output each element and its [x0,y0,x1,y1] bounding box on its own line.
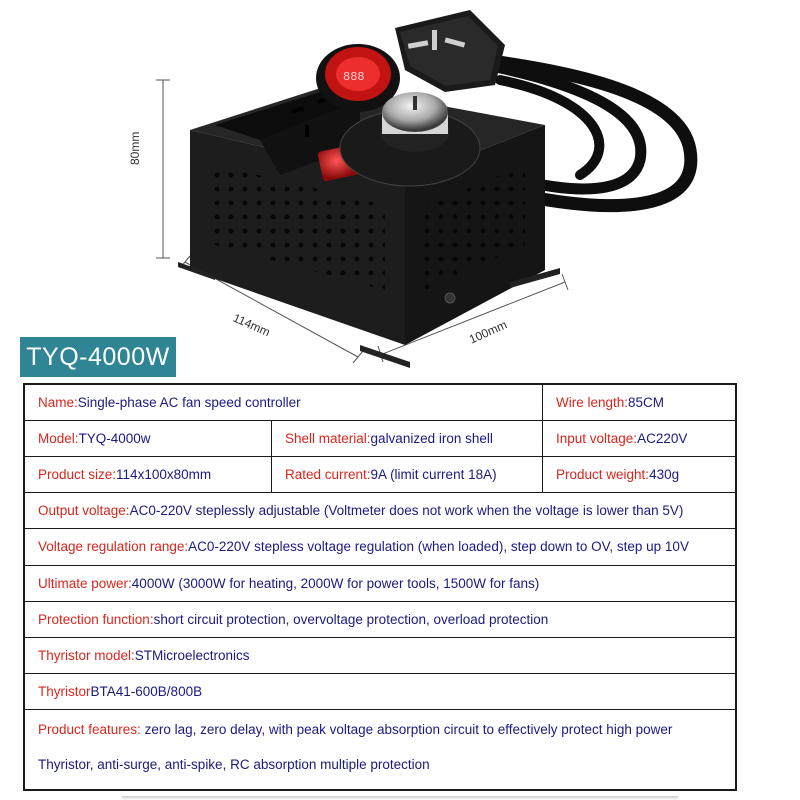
spec-output-voltage: Output voltage: AC0-220V steplessly adjustable (Voltmeter does not work when the voltage is lower than 5V) [38,502,684,518]
controller-illustration [0,0,800,385]
height-dimension: 80mm [128,131,142,165]
table-row [25,493,735,529]
spec-input-voltage: Input voltage: AC220V [542,421,735,456]
spec-features-continuation: Thyristor, anti-surge, anti-spike, RC absorption multiple protection [38,757,430,772]
spec-product-weight: Product weight: 430g [542,457,735,492]
spec-product-size: Product size: 114x100x80mm [38,466,212,482]
spec-ultimate-power: Ultimate power: 4000W (3000W for heating, 2000W for power tools, 1500W for fans) [38,575,540,591]
spec-shell-material: Shell material: galvanized iron shell [271,421,542,456]
mounting-foot [360,345,410,368]
spec-rated-current: Rated current: 9A (limit current 18A) [271,457,542,492]
spec-wire-length: Wire length: 85CM [542,385,735,420]
svg-text:888: 888 [343,70,365,84]
product-image [0,0,800,385]
table-row [25,602,735,638]
power-plug [395,10,505,92]
table-row [25,385,735,421]
spec-thyristor-model: Thyristor model: STMicroelectronics [38,647,250,663]
width-dimension: 114mm [230,310,273,340]
spec-model: Model: TYQ-4000w [38,430,151,446]
table-row [25,457,735,493]
spec-name: Name: Single-phase AC fan speed controller [38,394,301,410]
table-row [25,674,735,710]
screw-icon [445,293,455,303]
table-row [25,710,735,789]
table-row [25,529,735,566]
spec-regulation-range: Voltage regulation range: AC0-220V stepless voltage regulation (when loaded), step down to OV, step up 10V [38,539,689,555]
spec-protection: Protection function: short circuit protection, overvoltage protection, overload protection [38,611,549,627]
spec-thyristor: Thyristor BTA41-600B/800B [38,683,203,699]
height-dimension-line [156,80,170,258]
bottom-shadow [122,796,678,800]
table-row [25,421,735,457]
spec-table [23,383,737,791]
depth-dimension: 100mm [466,317,510,347]
model-badge: TYQ-4000W [20,337,176,377]
table-row [25,638,735,674]
spec-features: Product features: zero lag, zero delay, with peak voltage absorption circuit to effectively protect high power [38,722,673,737]
table-row [25,566,735,602]
speed-knob [380,92,450,152]
